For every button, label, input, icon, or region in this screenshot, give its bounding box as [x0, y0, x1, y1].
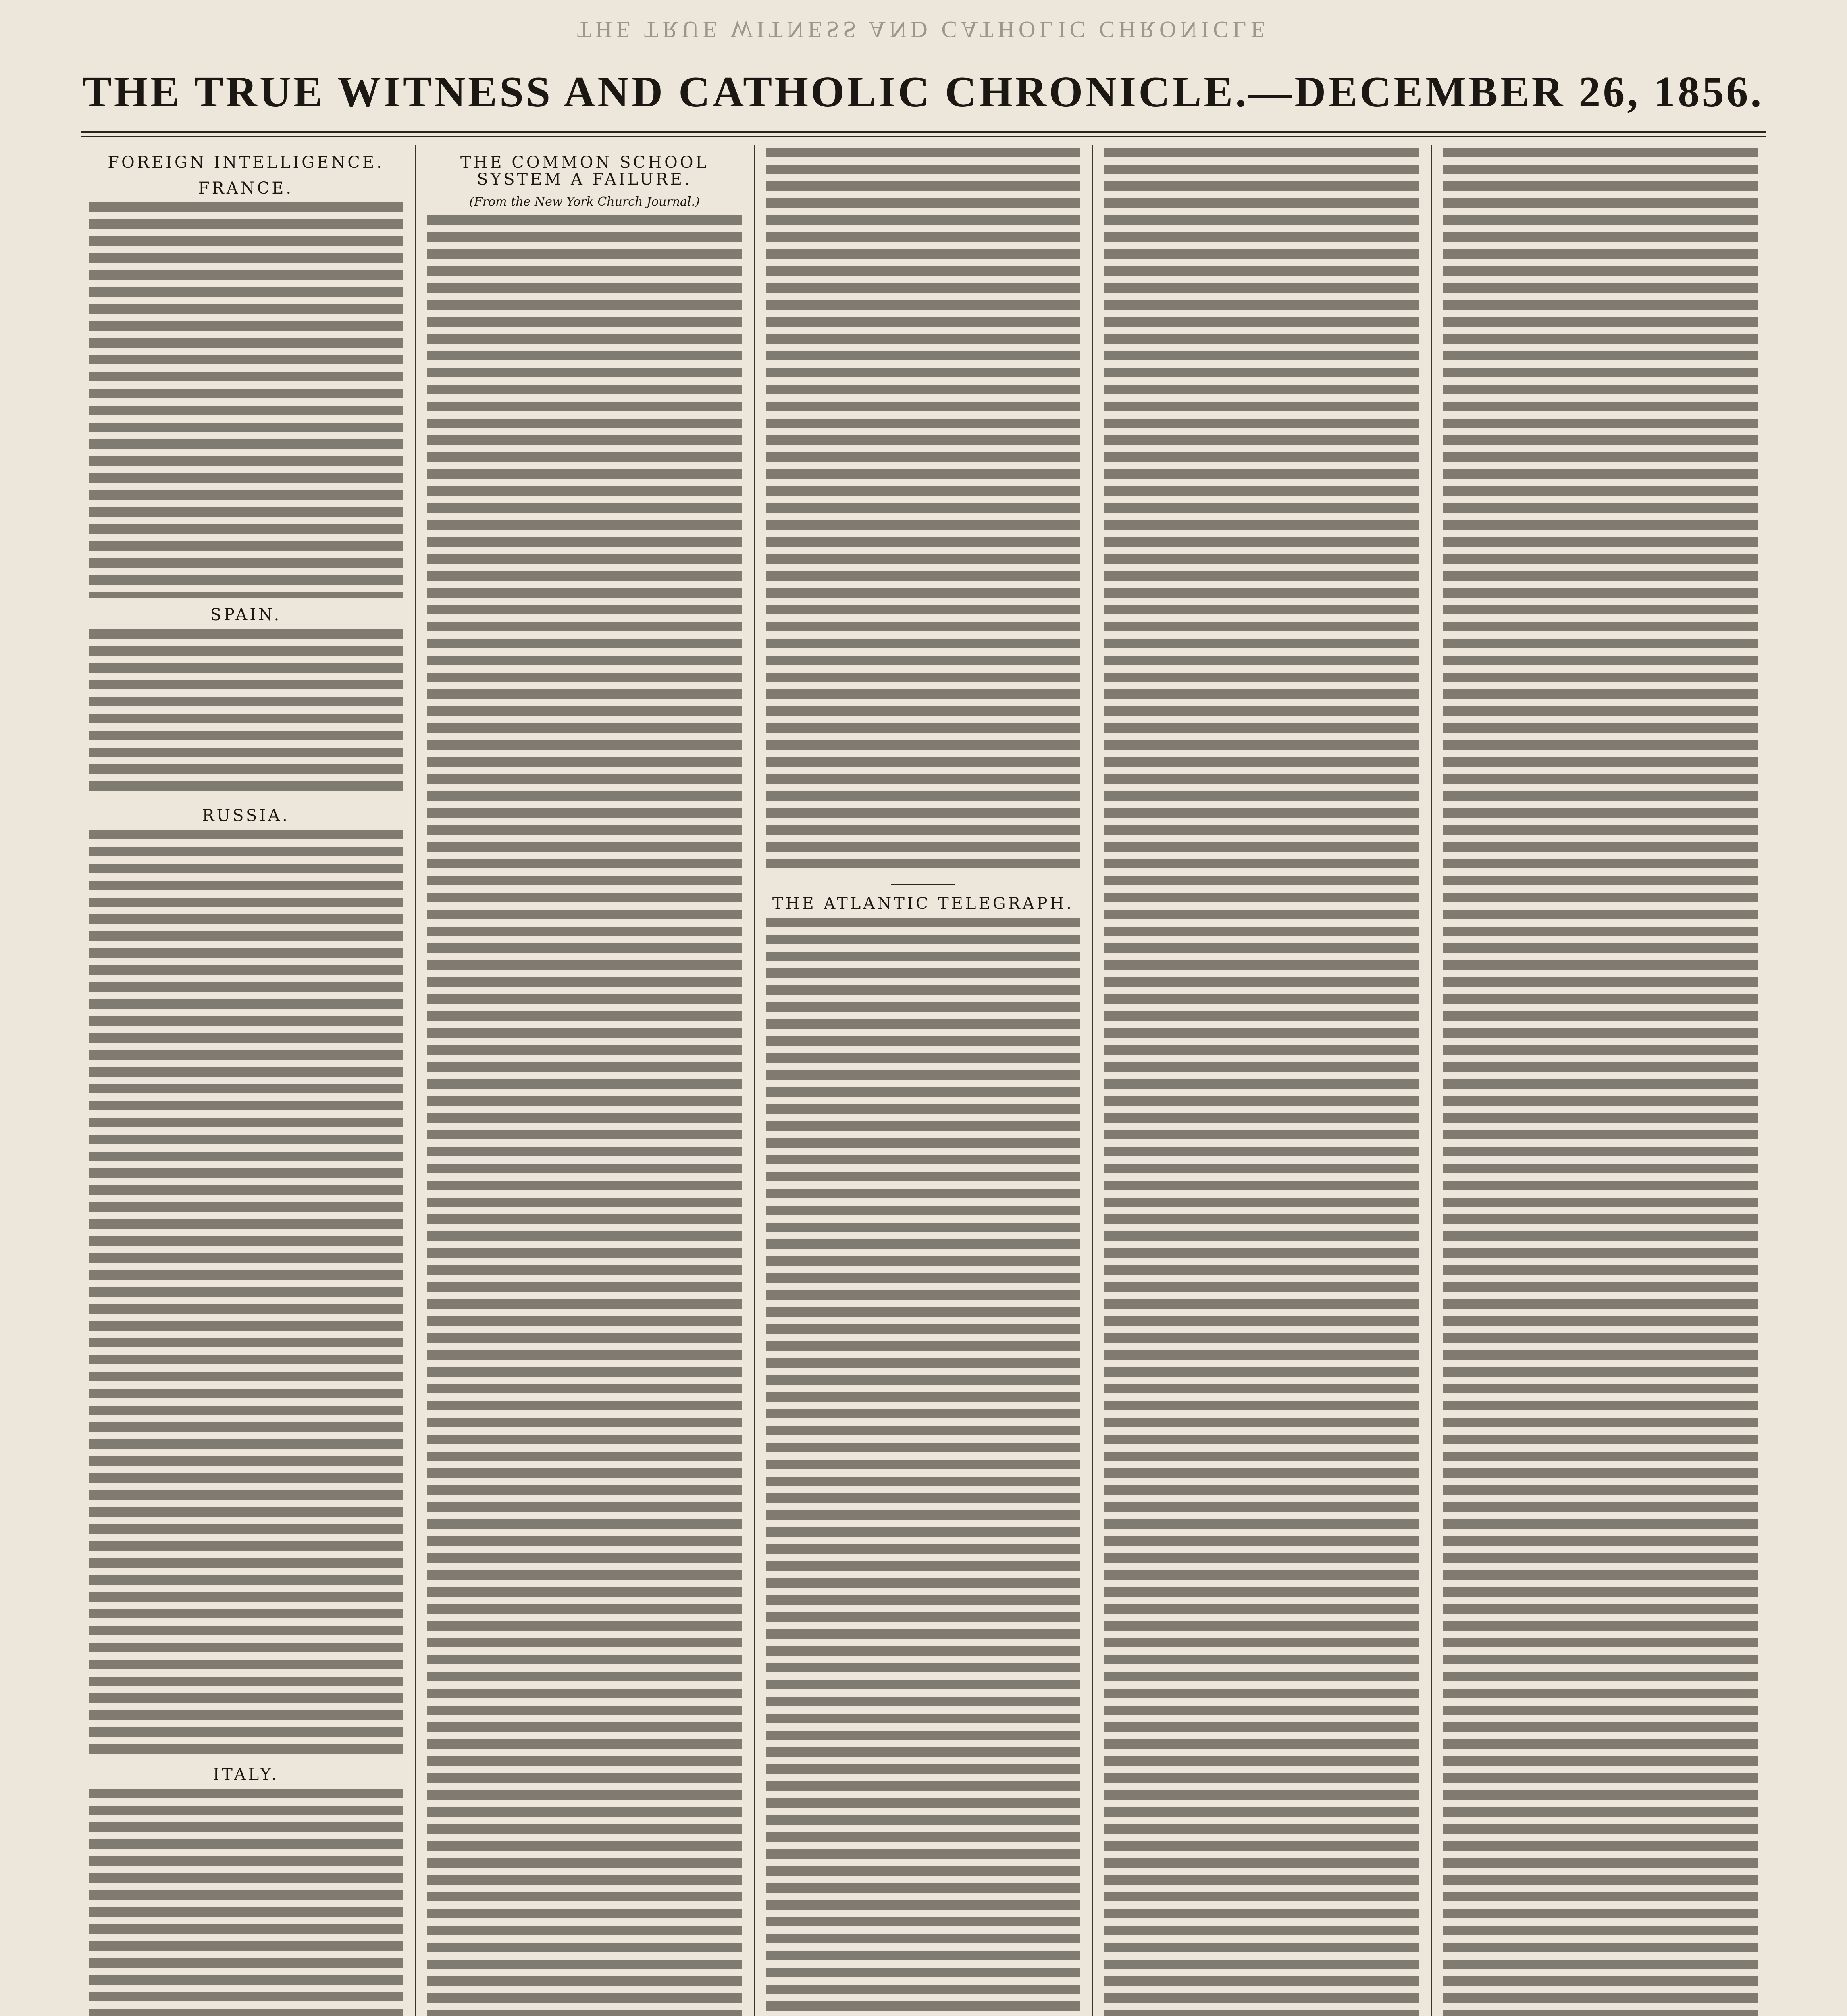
column-rule	[415, 145, 416, 2016]
article-separator	[891, 884, 955, 885]
masthead	[81, 16, 1766, 137]
column-rule	[1431, 145, 1432, 2016]
column-2	[427, 145, 742, 2016]
article-title-atlantic-telegraph: THE ATLANTIC TELEGRAPH.	[772, 894, 1074, 913]
article-text-france	[89, 202, 403, 598]
running-head: THE TRUE WITNESS AND CATHOLIC CHRONICLE.—DECEMBER 26, 1856.	[82, 68, 1764, 116]
article-text-italy	[89, 1789, 403, 2016]
section-heading-foreign-intelligence: FOREIGN INTELLIGENCE.	[108, 153, 384, 172]
section-heading-russia: RUSSIA.	[202, 806, 290, 825]
masthead-rule	[81, 131, 1766, 137]
article-text-common-school-cont	[766, 148, 1080, 873]
article-text-atlantic-telegraph	[766, 918, 1080, 2016]
article-source: (From the New York Church Journal.)	[469, 195, 700, 209]
column-5	[1443, 145, 1758, 2016]
column-3	[766, 145, 1080, 2016]
column-rule	[1092, 145, 1093, 2016]
article-text-telegraph-end	[1443, 148, 1758, 2016]
section-heading-italy: ITALY.	[213, 1765, 279, 1784]
article-text-telegraph-cont	[1104, 148, 1419, 2016]
bleed-through-text: THE TRUE WITNESS AND CATHOLIC CHRONICLE	[577, 17, 1269, 43]
column-rule	[754, 145, 755, 2016]
column-1	[89, 145, 403, 2016]
section-heading-france: FRANCE.	[198, 179, 294, 198]
article-title-common-school: THE COMMON SCHOOL SYSTEM A FAILURE.	[460, 153, 709, 189]
article-text-spain	[89, 629, 403, 798]
article-text-common-school	[427, 215, 742, 2016]
section-heading-spain: SPAIN.	[210, 606, 282, 624]
column-4	[1104, 145, 1419, 2016]
article-text-russia	[89, 830, 403, 1757]
